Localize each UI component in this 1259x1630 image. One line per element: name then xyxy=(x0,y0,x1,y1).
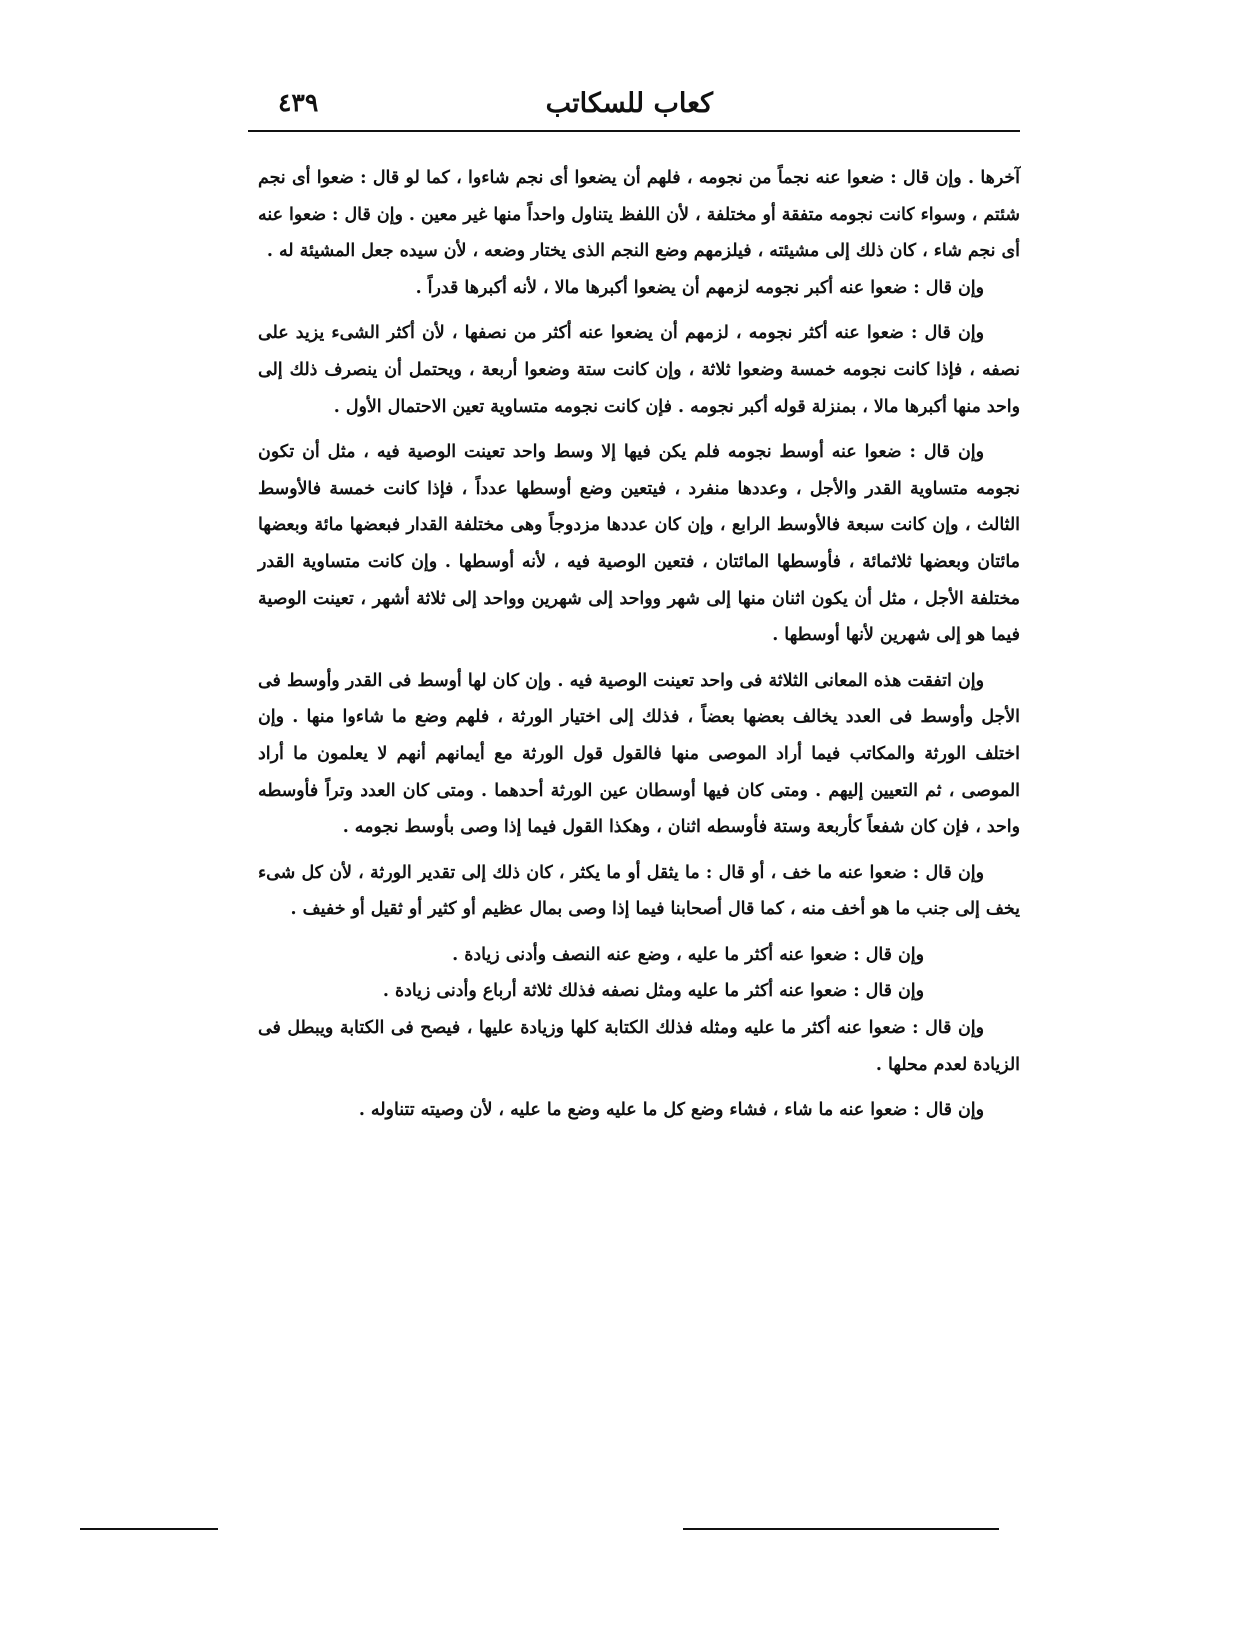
paragraph: وإن قال : ضعوا عنه ما خف ، أو قال : ما يثقل أو ما يكثر ، كان ذلك إلى تقدير الورثة ، لأن كل شىء يخف إلى جنب ما هو أخف منه ، كما قال أصحابنا فيما إذا وصى بمال عظيم أو كثير أو ثقيل أو خفيف . xyxy=(258,862,1020,920)
paragraph: وإن قال : ضعوا عنه أكثر ما عليه ومثل نصفه فذلك ثلاثة أرباع وأدنى زيادة . xyxy=(382,981,924,1002)
paragraph: وإن قال : ضعوا عنه ما شاء ، فشاء وضع كل ما عليه وضع ما عليه ، لأن وصيته تتناوله . xyxy=(358,1100,984,1121)
footer-rule-right xyxy=(683,1528,999,1530)
footer-rule-left xyxy=(80,1528,218,1530)
paragraph: آخرها . وإن قال : ضعوا عنه نجماً من نجومه ، فلهم أن يضعوا أى نجم شاءوا ، كما لو قال : ضعوا أى نجم شئتم ، وسواء كانت نجومه متفقة أو مختلفة ، لأن اللفظ يتناول واحداً منها غير معين . وإن قال : ضعوا عنه أى نجم شاء ، كان ذلك إلى مشيئته ، فيلزمهم وضع النجم الذى يختار وضعه ، لأن سيده جعل المشيئة له . xyxy=(258,168,1020,262)
paragraph: وإن قال : ضعوا عنه أكبر نجومه لزمهم أن يضعوا أكبرها مالا ، لأنه أكبرها قدراً . xyxy=(415,277,984,298)
paragraph: وإن قال : ضعوا عنه أوسط نجومه فلم يكن فيها إلا وسط واحد تعينت الوصية فيه ، مثل أن تكون نجومه متساوية القدر والأجل ، وعددها منفرد ، فيتعين وضع أوسطها عدداً ، فإذا كانت خمسة فالأوسط الثالث ، وإن كانت سبعة فالأوسط الرابع ، وإن كان عددها مزدوجاً وهى مختلفة القدار فبعضها مائة وبعضها مائتان وبعضها ثلاثمائة ، فأوسطها المائتان ، فتعين الوصية فيه ، لأنه أوسطها . وإن كانت متساوية القدر مختلفة الأجل ، مثل أن يكون اثنان منها إلى شهر وواحد إلى شهرين وواحد إلى ثلاثة أشهر ، تعينت الوصية فيما هو إلى شهرين لأنها أوسطها . xyxy=(258,442,1020,646)
paragraph: وإن قال : ضعوا عنه أكثر نجومه ، لزمهم أن يضعوا عنه أكثر من نصفها ، لأن أكثر الشىء يزيد على نصفه ، فإذا كانت نجومه خمسة وضعوا ثلاثة ، وإن كانت ستة وضعوا أربعة ، ويحتمل أن ينصرف ذلك إلى واحد منها أكبرها مالا ، بمنزلة قوله أكبر نجومه . فإن كانت نجومه متساوية تعين الاحتمال الأول . xyxy=(258,323,1020,417)
page-header xyxy=(248,82,1018,134)
running-title: كعاب للسكاتب xyxy=(545,88,713,119)
paragraph: وإن اتفقت هذه المعانى الثلاثة فى واحد تعينت الوصية فيه . وإن كان لها أوسط فى القدر وأوسط فى الأجل وأوسط فى العدد يخالف بعضها بعضاً ، فذلك إلى اختيار الورثة ، فلهم وضع ما شاءوا منها . وإن اختلف الورثة والمكاتب فيما أراد الموصى منها فالقول قول الورثة مع أيمانهم أنهم لا يعلمون ما أراد الموصى ، ثم التعيين إليهم . ومتى كان فيها أوسطان عين الورثة أحدهما . ومتى كان العدد وتراً فأوسطه واحد ، فإن كان شفعاً كأربعة وستة فأوسطه اثنان ، وهكذا القول فيما إذا وصى بأوسط نجومه . xyxy=(258,670,1020,838)
paragraph: وإن قال : ضعوا عنه أكثر ما عليه ، وضع عنه النصف وأدنى زيادة . xyxy=(452,944,924,965)
paragraph: وإن قال : ضعوا عنه أكثر ما عليه ومثله فذلك الكتابة كلها وزيادة عليها ، فيصح فى الكتابة ويبطل فى الزيادة لعدم محلها . xyxy=(258,1018,1020,1075)
header-rule xyxy=(248,130,1020,132)
page-number: ٤٣٩ xyxy=(278,88,319,117)
body-text xyxy=(258,160,1020,1138)
